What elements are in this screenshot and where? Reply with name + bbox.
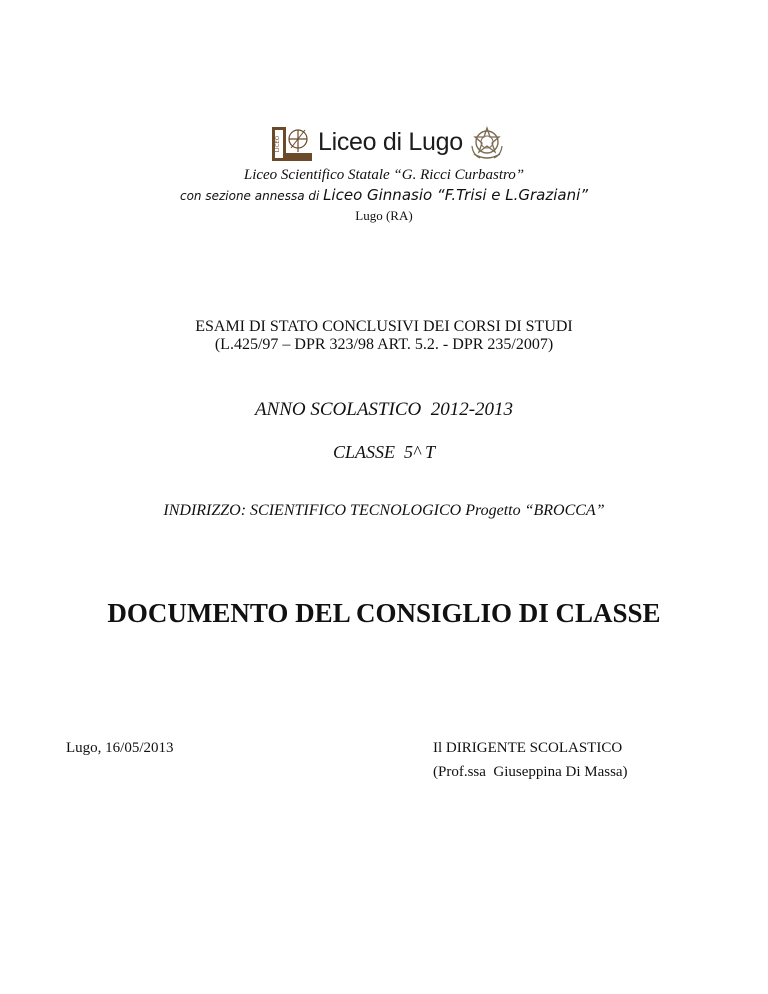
school-logo bbox=[0, 124, 768, 164]
school-city: Lugo (RA) bbox=[355, 208, 413, 223]
annex-line bbox=[0, 185, 768, 206]
annex-prefix: con sezione annessa di bbox=[179, 189, 320, 203]
annex-name: Liceo Ginnasio “F.Trisi e L.Graziani” bbox=[323, 186, 589, 204]
class-label: CLASSE 5^ T bbox=[332, 442, 436, 462]
exam-heading-line1: ESAMI DI STATO CONCLUSIVI DEI CORSI DI STUDI bbox=[195, 318, 573, 335]
liceo-logo-icon bbox=[270, 126, 314, 162]
study-track: INDIRIZZO: SCIENTIFICO TECNOLOGICO Progetto “BROCCA” bbox=[163, 502, 605, 519]
exam-heading-line2: (L.425/97 – DPR 323/98 ART. 5.2. - DPR 235/2007) bbox=[214, 336, 554, 353]
italian-republic-emblem-icon bbox=[468, 124, 506, 162]
logo-title: Liceo di Lugo bbox=[318, 128, 463, 156]
school-year: ANNO SCOLASTICO 2012-2013 bbox=[254, 399, 514, 420]
principal-name: (Prof.ssa Giuseppina Di Massa) bbox=[433, 764, 628, 780]
principal-role: Il DIRIGENTE SCOLASTICO bbox=[433, 740, 623, 756]
logo-mark-text: LICEO bbox=[275, 135, 281, 153]
place-and-date: Lugo, 16/05/2013 bbox=[66, 740, 174, 756]
school-name: Liceo Scientifico Statale “G. Ricci Curbastro” bbox=[243, 167, 525, 183]
document-title: DOCUMENTO DEL CONSIGLIO DI CLASSE bbox=[107, 598, 661, 628]
